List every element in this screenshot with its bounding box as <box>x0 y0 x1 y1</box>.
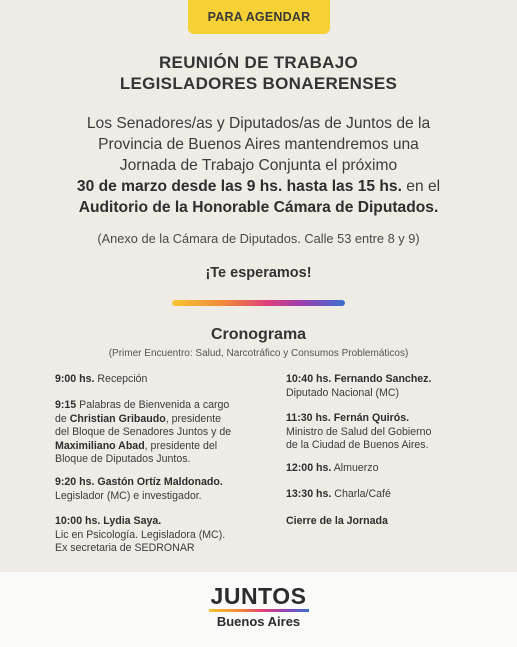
schedule-line: Diputado Nacional (MC) <box>286 386 400 399</box>
schedule-time-bold: 9:20 hs. Gastón Ortíz Maldonado. <box>55 476 223 488</box>
title-line-1: REUNIÓN DE TRABAJO <box>158 53 359 72</box>
schedule-time <box>55 515 285 529</box>
logo-wordmark: JUNTOS <box>210 583 307 609</box>
welcome-text: ¡Te esperamos! <box>205 265 312 281</box>
schedule-time <box>286 412 486 426</box>
schedule-line: Lic en Psicología. Legisladora (MC). <box>55 528 226 541</box>
schedule-item-recepcion <box>55 373 285 387</box>
juntos-logo <box>0 584 517 629</box>
schedule-item-sanchez <box>286 373 486 400</box>
schedule-line: del Bloque de Senadores Juntos y de <box>55 426 232 438</box>
schedule-text: Almuerzo <box>331 462 379 474</box>
schedule-closing: Cierre de la Jornada <box>286 515 388 527</box>
schedule-item-saya <box>55 515 285 556</box>
schedule-time: 13:30 hs. <box>286 488 332 500</box>
schedule-time <box>286 373 486 387</box>
speaker-name: Maximiliano Abad <box>55 439 145 452</box>
intro-line-2: Provincia de Buenos Aires mantendremos una <box>98 136 419 153</box>
schedule-line: Bloque de Diputados Juntos. <box>55 453 191 465</box>
schedule-text: , presidente <box>165 412 222 425</box>
schedule-time: 12:00 hs. <box>286 462 332 474</box>
cronograma-subtitle: (Primer Encuentro: Salud, Narcotráfico y Consumos Problemáticos) <box>108 348 409 359</box>
schedule-time-bold: 10:00 hs. Lydia Saya. <box>55 515 162 527</box>
intro-line-5 <box>30 197 487 218</box>
schedule-item-almuerzo <box>286 462 486 476</box>
title-line-2: LEGISLADORES BONAERENSES <box>119 74 398 93</box>
schedule-line: Ex secretaria de SEDRONAR <box>55 542 195 554</box>
schedule-time-bold: 11:30 hs. Fernán Quirós. <box>286 412 410 424</box>
schedule-line: de la Ciudad de Buenos Aires. <box>286 439 429 451</box>
schedule-time: 9:15 <box>55 399 77 411</box>
schedule-item-bienvenida <box>55 399 285 467</box>
schedule-line: Ministro de Salud del Gobierno <box>286 425 432 438</box>
event-date: 30 de marzo desde las 9 hs. hasta las 15 hs. <box>76 178 402 195</box>
event-venue: Auditorio de la Honorable Cámara de Diputados. <box>78 199 439 216</box>
para-agendar-badge: PARA AGENDAR <box>188 0 330 34</box>
schedule-item-cierre <box>286 515 486 529</box>
schedule-text: , presidente del <box>144 439 218 452</box>
schedule-item-ortiz <box>55 476 285 503</box>
schedule-text: de <box>55 412 70 425</box>
schedule-time <box>55 476 285 490</box>
cronograma-title: Cronograma <box>210 326 307 343</box>
intro-line-4 <box>30 176 487 197</box>
schedule-line <box>55 399 285 413</box>
schedule-time: 9:00 hs. <box>55 373 95 385</box>
schedule-line <box>55 440 285 454</box>
intro-line-1: Los Senadores/as y Diputados/as de Juntos de la <box>86 115 431 132</box>
rainbow-divider <box>172 300 345 306</box>
address: (Anexo de la Cámara de Diputados. Calle 53 entre 8 y 9) <box>97 231 420 246</box>
schedule-text: Palabras de Bienvenida a cargo <box>76 399 230 411</box>
schedule-item-quiros <box>286 412 486 453</box>
speaker-name: Christian Gribaudo <box>69 412 166 425</box>
logo-subtitle: Buenos Aires <box>216 614 301 629</box>
logo-rainbow-bar <box>209 609 309 612</box>
intro-paragraph <box>30 113 487 218</box>
schedule-item-charla <box>286 488 486 502</box>
intro-line-3: Jornada de Trabajo Conjunta el próximo <box>119 157 398 174</box>
schedule-text: Recepción <box>94 373 148 385</box>
schedule-time-bold: 10:40 hs. Fernando Sanchez. <box>286 373 432 385</box>
intro-line-4-rest: en el <box>401 178 441 195</box>
schedule-text: Charla/Café <box>331 488 391 500</box>
schedule-line <box>55 413 285 427</box>
schedule-line: Legislador (MC) e investigador. <box>55 489 202 502</box>
